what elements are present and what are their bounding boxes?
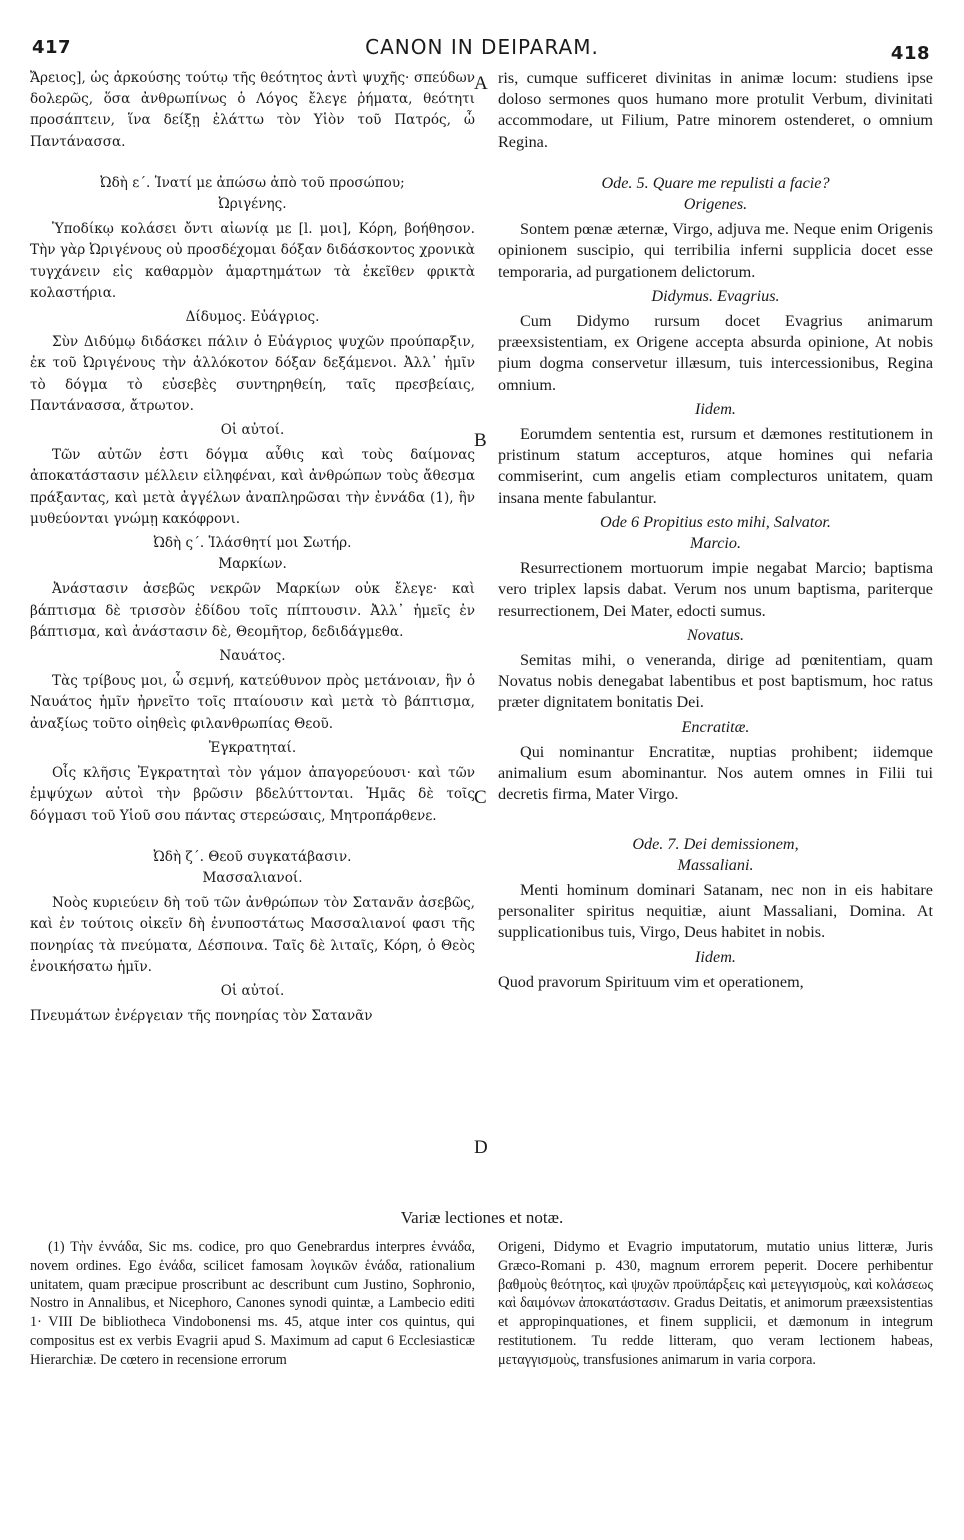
latin-novatus-heading: Novatus.: [686, 625, 745, 644]
greek-marcion-heading: Μαρκίων.: [218, 556, 287, 573]
greek-origenes-heading: Ὠριγένης.: [218, 196, 287, 213]
latin-paragraph: Eorumdem sententia est, rursum et dæmones restitutionem in pristinum statum accepturos, atque homines qui nefaria commiserint, cum angelis etiam complecturos unitatem, quam insana mente fabulantur.: [498, 425, 933, 507]
running-header: [30, 33, 934, 65]
note-paragraph: (1) Τὴν ἐννάδα, Sic ms. codice, pro quo Genebrardus interpres ἑννάδα, novem ordines. Ego ἑνάδα, scilicet famosam λογικῶν ἑνάδα, rationalium unitatem, quam præcipue proscribunt ac describunt cum Justino, Sophronio, Nostro in Annalibus, et Nicephoro, Canones synodi quintæ, a Lambecio editi 1· VIII De bibliotheca Vindobonensi ms. 45, atque inter cos quintus, qui compositus est ex verbis Evagrii apud S. Maximum ad caput 6 Ecclesiasticæ Hierarchiæ. De cœtero in recensione errorum: [30, 1239, 475, 1368]
latin-ode7-heading: Ode. 7. Dei demissionem,: [632, 834, 799, 853]
latin-massaliani-heading: Massaliani.: [677, 855, 754, 874]
greek-didymus-heading: Δίδυμος. Εὐάγριος.: [185, 309, 320, 326]
margin-letter-d: D: [474, 1137, 488, 1158]
margin-letter-c: C: [474, 787, 487, 808]
greek-paragraph: Νοὸς κυριεύειν δὴ τοῦ τῶν ἀνθρώπων τὸν Σατανᾶν ἀσεβῶς, καὶ ἐν τούτοις οἰκεῖν δὴ ἐνυποστάτως Μασσαλιανοί φασι τῆς πονηρίας τὰ πνεύματα, Δέσποινα. Ταῖς δὲ λιταῖς, Κόρη, ὁ Θεὸς ἐνοικήσατω ἡμῖν.: [30, 895, 475, 975]
page-number-right: 418: [890, 43, 930, 64]
greek-paragraph: Σὺν Διδύμῳ διδάσκει πάλιν ὁ Εὐάγριος ψυχῶν προύπαρξιν, ἐκ τοῦ Ὠριγένους τὴν ἀλλόκοτον δόξαν δεξάμενοι. Ἀλλ᾽ ἡμῖν τὸ δόγμα τὸ εὐσεβὲς συντηρηθείη, ταῖς πρεσβείαις, Παντάνασσα, ἄτρωτον.: [30, 334, 475, 414]
latin-marcion-heading: Marcio.: [689, 534, 742, 553]
margin-letter-a: A: [474, 73, 488, 94]
greek-paragraph: Ἄρειος], ὡς ἀρκούσης τούτῳ τῆς θεότητος ἀντὶ ψυχῆς· σπεύδων δολερῶς, ὅσα ἀνθρωπίνως ὁ Λόγος ἔλεγε ῥήματα, θεότητι προσάπτειν, ἵνα δείξῃ ἐλάττω τὸν Υἱὸν τοῦ Πατρός, ὦ Παντάνασσα.: [30, 70, 475, 150]
latin-idem2-heading: Iidem.: [695, 947, 736, 966]
latin-column: [498, 68, 933, 996]
latin-paragraph: Qui nominantur Encratitæ, nuptias prohibent; iidemque animalium esum abominantur. Nos autem omnes in Filii tui decretis firma, Mater Virgo.: [498, 742, 933, 804]
latin-paragraph: Menti hominum dominari Satanam, nec non in eis habitare personaliter spiritus nequitiæ, aiunt Massaliani, Domina. At supplicationibus tuis, Virgo, Deus habitet in nobis.: [498, 880, 933, 942]
greek-massaliani-heading: Μασσαλιανοί.: [202, 869, 303, 886]
running-title: CANON IN DEIPARAM.: [365, 35, 599, 59]
notes-title: Variæ lectiones et notæ.: [400, 1208, 564, 1227]
greek-paragraph: Πνευμάτων ἐνέργειαν τῆς πονηρίας τὸν Σατανᾶν: [30, 1008, 373, 1025]
latin-didymus-heading: Didymus. Evagrius.: [651, 286, 780, 305]
note-paragraph: Origeni, Didymo et Evagrio imputatorum, mutatio unius litteræ, Juris Græco-Romani p. 430, magnum errorem peperit. Docere perhibentur βαθμοὺς θεότητος, καὶ ψυχῶν προϋπάρξεις καὶ μετεγγισμοὺς, καὶ κολάσεως καὶ δαιμόνων ἀποκατάστασιν. Gradus Deitatis, et animorum præexsistentias et appropinquationes, et finem supplicii, et dæmonum in integrum restitutionem. Tu redde litteram, quo veram lectionem habeas, μεταγγισμοὺς, transfusiones animarum in varia corpora.: [498, 1239, 933, 1368]
greek-column: [30, 68, 475, 1030]
latin-paragraph: Quod pravorum Spirituum vim et operationem,: [498, 972, 804, 991]
latin-idem-heading: Iidem.: [695, 399, 736, 418]
greek-idem2-heading: Οἱ αὐτοί.: [220, 982, 285, 999]
notes-right-column: [498, 1238, 933, 1370]
latin-paragraph: Cum Didymo rursum docet Evagrius animarum præexsistentiam, ex Origene accepta absurda opinione, At nobis pium dogma conservetur illæsum, tuis intercessionibus, Regina omnium.: [498, 312, 933, 394]
greek-paragraph: Οἷς κλῆσις Ἐγκρατηταὶ τὸν γάμον ἀπαγορεύουσι· καὶ τῶν ἐμψύχων αὐτοὶ τὴν βρῶσιν βδελύττονται. Ἡμᾶς δὲ τοῖς δόγμασι τοῦ Υἱοῦ σου πάντας στερεώσαις, Μητροπάρθενε.: [30, 765, 475, 824]
latin-paragraph: Sontem pœnæ æternæ, Virgo, adjuva me. Neque enim Origenis opinionem suscipio, qui terribilia inferni supplicia docet esse temporaria, ad purgationem delictorum.: [498, 220, 933, 281]
greek-novatus-heading: Ναυάτος.: [219, 648, 286, 665]
greek-paragraph: Ὑποδίκῳ κολάσει ὄντι αἰωνίᾳ με [l. μοι], Κόρη, βοήθησον. Τὴν γὰρ Ὠριγένους οὐ προσδέχομαι δόξαν διδάσκοντος χρονικὰ τυγχάνειν εἰς καθαρμὸν ἁμαρτημάτων τὰ ἐκεῖθεν φρικτὰ κολαστήρια.: [30, 221, 475, 301]
latin-encratitae-heading: Encratitæ.: [681, 717, 750, 736]
greek-paragraph: Ἀνάστασιν ἀσεβῶς νεκρῶν Μαρκίων οὐκ ἔλεγε· καὶ βάπτισμα δὲ τρισσὸν ἐδίδου τοῖς πίπτουσιν. Ἀλλ᾽ ἡμεῖς ἐν βάπτισμα, καὶ ἀνάστασιν δὲ, Θεομῆτορ, δεδιδάγμεθα.: [30, 581, 475, 640]
greek-encratitae-heading: Ἐγκρατηταί.: [208, 739, 297, 756]
greek-paragraph: Τῶν αὐτῶν ἐστι δόγμα αὖθις καὶ τοὺς δαίμονας ἀποκατάστασιν μέλλειν εἰληφέναι, καὶ ἀνθρώπων τοὺς ἄθεσμα πράξαντας, καὶ μετὰ ἀγγέλων ἀναπληρῶσαι τὴν ἐννάδα (1), ἣν μυθεύονται γνώμῃ κακόφρονι.: [30, 447, 475, 527]
latin-paragraph: Resurrectionem mortuorum impie negabat Marcio; baptisma vero triplex lapsis dabat. Verum nos unum baptisma, pariterque resurrectionem, Dei Mater, edocti sumus.: [498, 559, 933, 620]
greek-idem-heading: Οἱ αὐτοί.: [220, 422, 285, 439]
page-number-left: 417: [32, 37, 72, 58]
latin-ode5-heading: Ode. 5. Quare me repulisti a facie?: [601, 173, 830, 192]
latin-origenes-heading: Origenes.: [683, 195, 748, 214]
greek-ode5-heading: Ὠδὴ ε΄. Ἱνατί με ἀπώσω ἀπὸ τοῦ προσώπου;: [100, 174, 405, 191]
greek-paragraph: Τὰς τρίβους μοι, ὦ σεμνή, κατεύθυνον πρὸς μετάνοιαν, ἣν ὁ Ναυάτος ἡμῖν ἠρνεῖτο τοῖς πταίουσιν καὶ μετὰ τὸ βάπτισμα, ἀναξίως τοῦτο οἰηθεὶς φιλανθρωπίας Θεοῦ.: [30, 673, 475, 732]
greek-ode6-heading: Ὠδὴ ς΄. Ἱλάσθητί μοι Σωτήρ.: [153, 535, 352, 552]
latin-ode6-heading: Ode 6 Propitius esto mihi, Salvator.: [600, 512, 831, 531]
latin-paragraph: Semitas mihi, o veneranda, dirige ad pœnitentiam, quam Novatus nobis denegabat labentibus et post baptismum, hoc ratus præter dignitatem bonitatis Dei.: [498, 651, 933, 712]
notes-left-column: [30, 1238, 475, 1370]
greek-ode7-heading: Ὠδὴ ζ΄. Θεοῦ συγκατάβασιν.: [153, 848, 352, 865]
margin-letter-b: B: [474, 430, 487, 451]
latin-paragraph: ris, cumque sufficeret divinitas in animæ locum: studiens ipse doloso sermones quos humano more protulit Verbum, divinitati accommodare, ut Filium, Patre minorem ostenderet, o omnium Regina.: [498, 69, 933, 151]
